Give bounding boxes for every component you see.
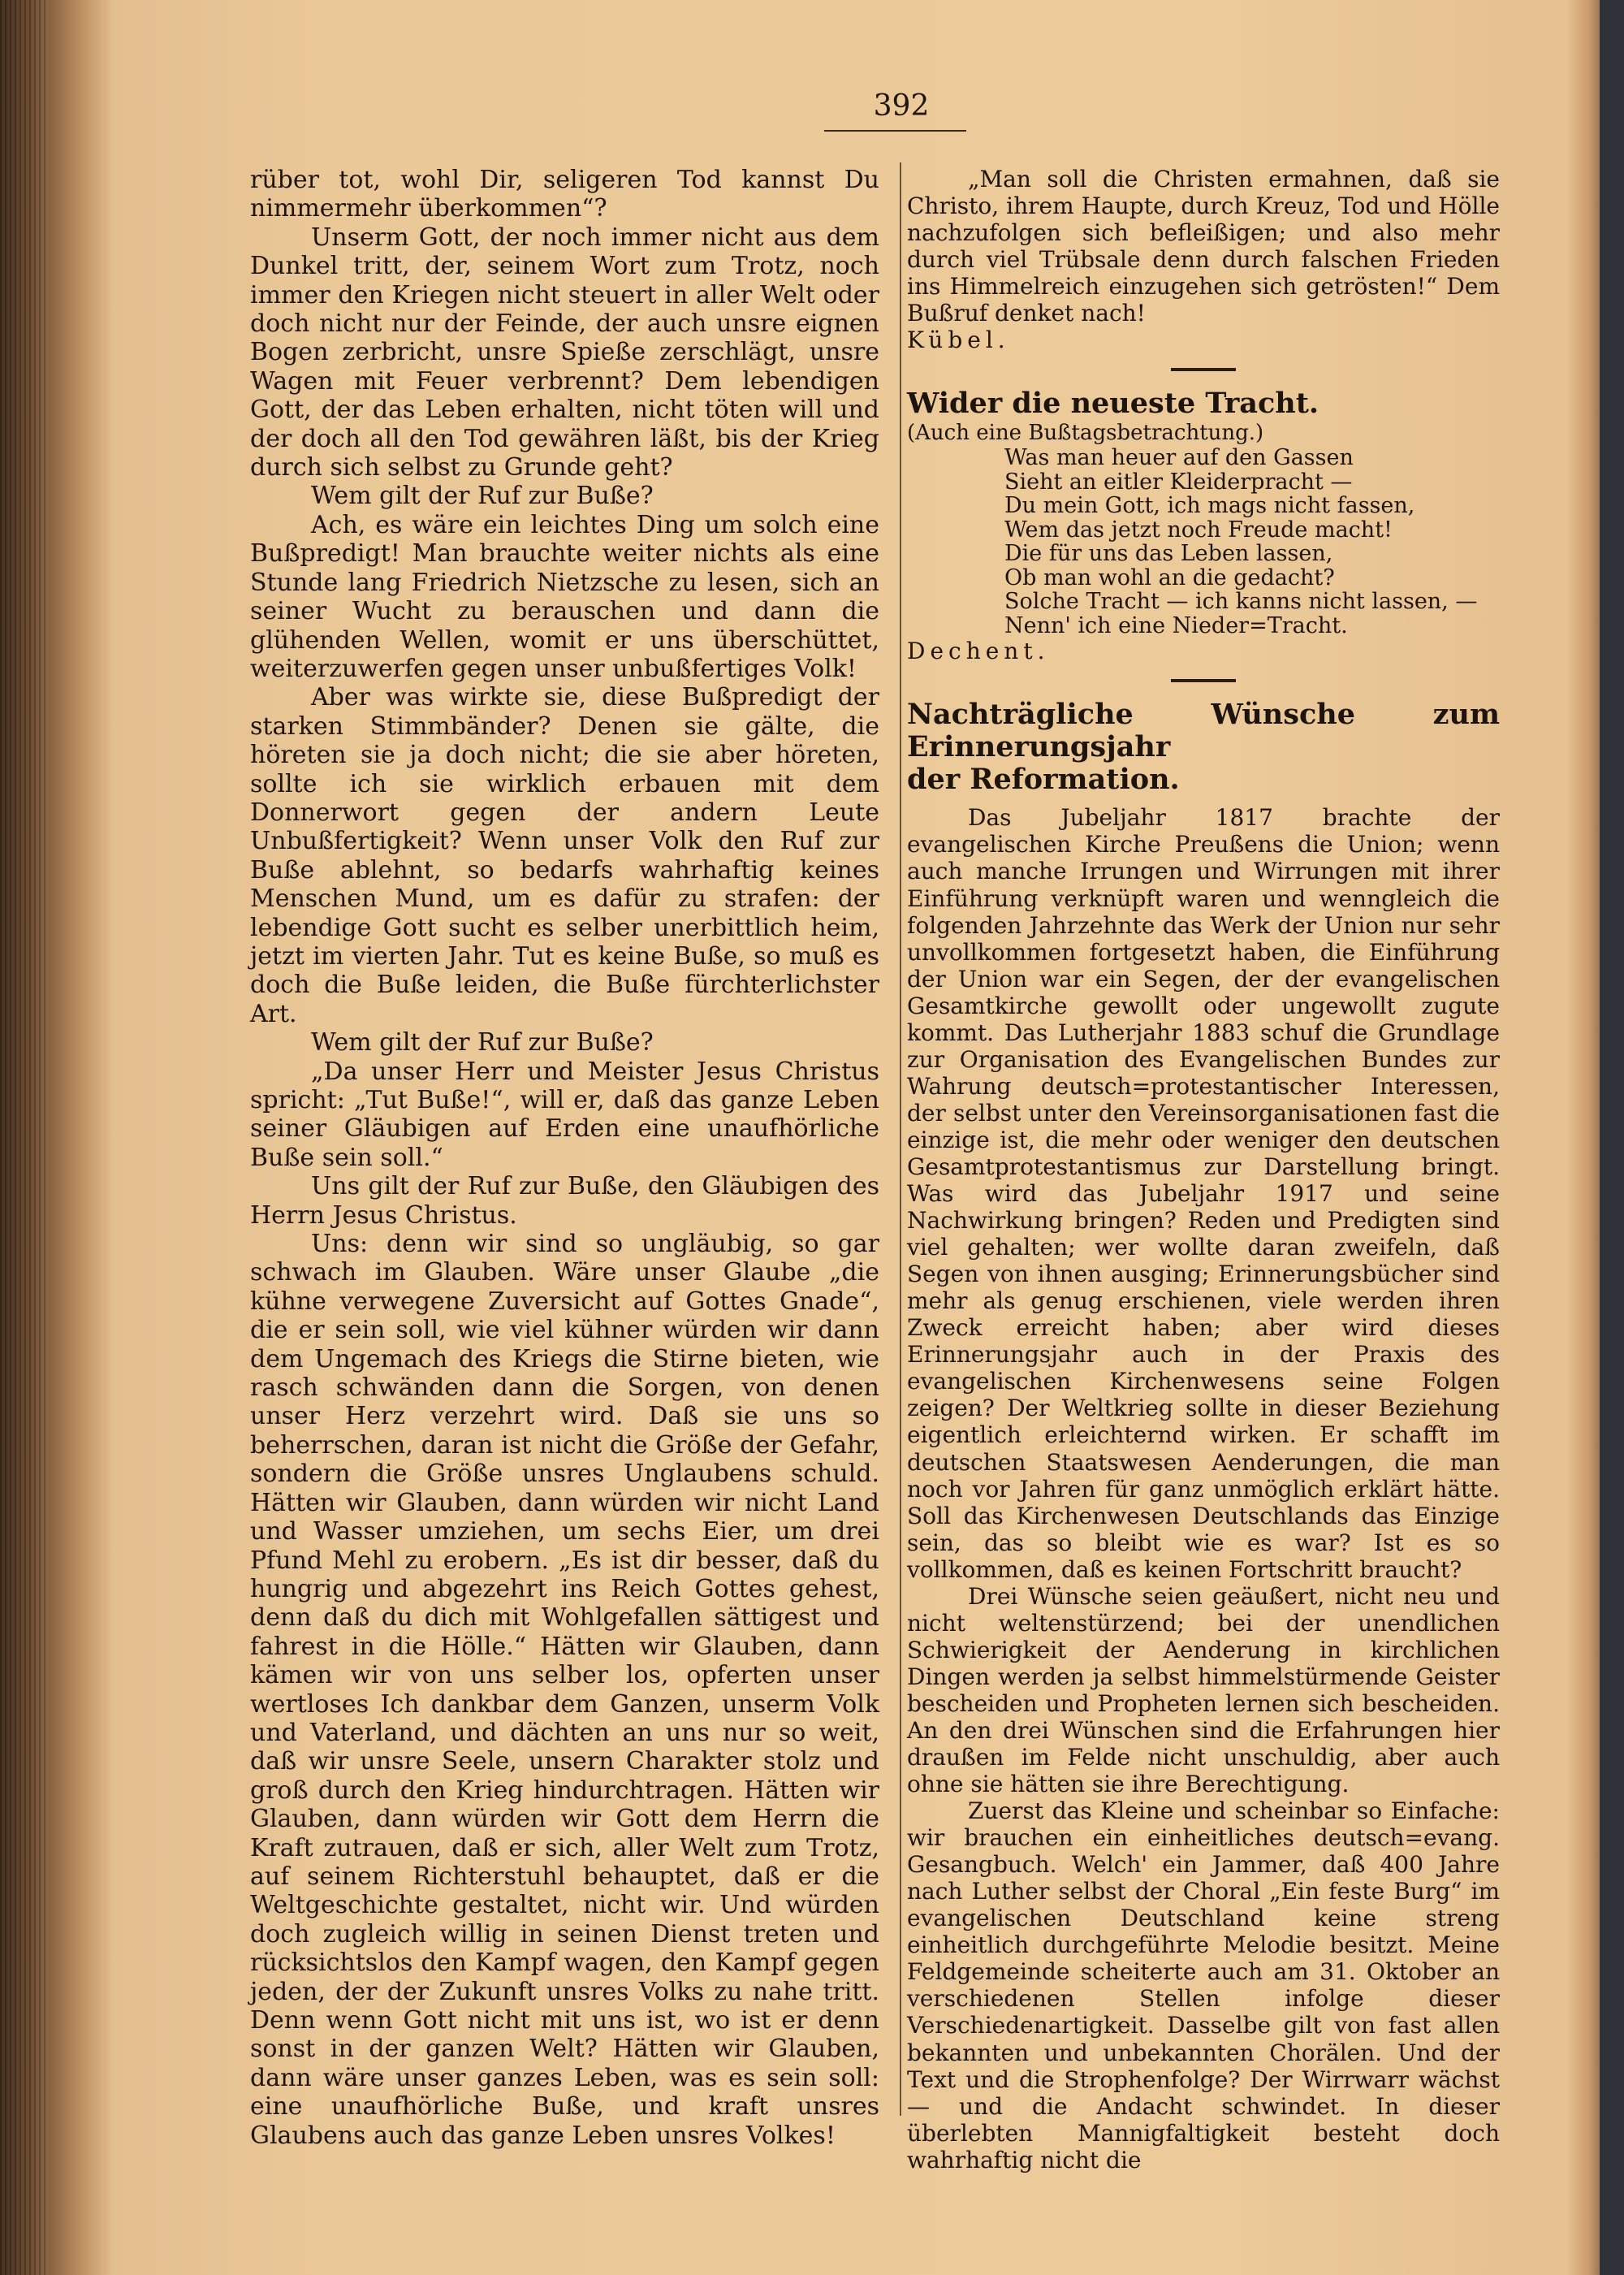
poem-line: Solche Tracht — ich kanns nicht lassen, —	[1004, 589, 1478, 615]
poem	[907, 446, 1500, 638]
poem-line: Ob man wohl an die gedacht?	[1004, 564, 1335, 590]
paragraph: Wem gilt der Ruf zur Buße?	[311, 1028, 654, 1057]
right-column	[907, 166, 1500, 2173]
column-divider	[900, 162, 901, 2116]
poem-subtitle: (Auch eine Bußtagsbetrachtung.)	[907, 421, 1264, 446]
paragraph: Aber was wirkte sie, diese Bußpredigt der starken Stimmbänder? Denen sie gälte, die höreten sie ja doch nicht; die sie aber höreten, sollte ich sie wirklich erbauen mit dem Donnerwort gegen der andern Leute Unbußfertigkeit? Wenn unser Volk den Ruf zur Buße ablehnt, so bedarfs wahrhaftig keines Menschen Mund, um es dafür zu strafen: der lebendige Gott sucht es selber unerbittlich heim, jetzt im vierten Jahr. Tut es keine Buße, so muß es doch die Buße leiden, die Buße fürchterlichster Art.	[250, 683, 879, 1028]
section-separator	[1171, 368, 1236, 371]
luther-quote: „Man soll die Christen ermahnen, daß sie Christo, ihrem Haupte, durch Kreuz, Tod und Hölle nachzufolgen sich befleißigen; und also mehr durch viel Trübsale denn durch falschen Frieden ins Himmelreich einzugehen sich getrösten!“ Dem Bußruf denket nach!	[907, 166, 1500, 327]
paragraph: Unserm Gott, der noch immer nicht aus dem Dunkel tritt, der, seinem Wort zum Trotz, noch immer den Kriegen nicht steuert in aller Welt oder doch nicht nur der Feinde, der auch unsre eignen Bogen zerbricht, unsre Spieße zerschlägt, unsre Wagen mit Feuer verbrennt? Dem lebendigen Gott, der das Leben erhalten, nicht töten will und der doch all den Tod gewähren läßt, bis der Krieg durch sich selbst zu Grunde geht?	[250, 223, 879, 482]
poem-line: Du mein Gott, ich mags nicht fassen,	[1004, 493, 1415, 519]
header-rule	[824, 130, 966, 132]
article-title-continued: der Reformation.	[907, 763, 1180, 797]
paragraph: Das Jubeljahr 1817 brachte der evangelischen Kirche Preußens die Union; wenn auch manche Irrungen und Wirrungen mit ihrer Einführung verknüpft waren und wenngleich die folgenden Jahrzehnte das Werk der Union nur sehr unvollkommen fortgesetzt haben, die Einführung der Union war ein Segen, der der evangelischen Gesamtkirche gewollt oder ungewollt zugute kommt. Das Lutherjahr 1883 schuf die Grundlage zur Organisation des Evangelischen Bundes zur Wahrung deutsch=protestantischer Interessen, der selbst unter den Vereinsorganisationen fast die einzige ist, die mehr oder weniger den deutschen Gesamtprotestantismus zur Darstellung bringt. Was wird das Jubeljahr 1917 und seine Nachwirkung bringen? Reden und Predigten sind viel gehalten; wer wollte daran zweifeln, daß Segen von ihnen ausging; Erinnerungsbücher sind mehr als genug erschienen, viele werden ihren Zweck erreicht haben; aber wird dieses Erinnerungsjahr auch in der Praxis des evangelischen Kirchenwesens seine Folgen zeigen? Der Weltkrieg sollte in dieser Beziehung eigentlich erleichternd wirken. Er schafft im deutschen Staatswesen Aenderungen, die man noch vor Jahren für ganz unmöglich erklärt hätte. Soll das Kirchenwesen Deutschlands das Einzige sein, das so bleibt wie es war? Ist es so vollkommen, daß es keinen Fortschritt braucht?	[907, 804, 1500, 1583]
paragraph: Ach, es wäre ein leichtes Ding um solch eine Bußpredigt! Man brauchte weiter nichts als eine Stunde lang Friedrich Nietzsche zu lesen, sich an seiner Wucht zu berauschen und dann die glühenden Wellen, womit er uns überschüttet, weiterzuwerfen gegen unser unbußfertiges Volk!	[250, 510, 879, 683]
quote-author: Kübel.	[907, 327, 1010, 354]
poem-title: Wider die neueste Tracht.	[907, 387, 1320, 421]
paragraph: „Da unser Herr und Meister Jesus Christus spricht: „Tut Buße!“, will er, daß das ganze Leben seiner Gläubigen auf Erden eine unaufhörliche Buße sein soll.“	[250, 1057, 879, 1172]
poem-line: Die für uns das Leben lassen,	[1004, 541, 1333, 567]
book-spine-edge	[0, 0, 49, 2275]
left-column	[250, 166, 879, 2150]
scanner-border	[1600, 0, 1624, 2275]
poem-line: Wem das jetzt noch Freude macht!	[1004, 517, 1393, 543]
poem-author: Dechent.	[907, 638, 1050, 665]
poem-line: Was man heuer auf den Gassen	[1004, 445, 1354, 471]
paragraph: Drei Wünsche seien geäußert, nicht neu und nicht weltenstürzend; bei der unendlichen Schwierigkeit der Aenderung in kirchlichen Dingen werden ja selbst himmelstürmende Geister bescheiden und Propheten lernen sich bescheiden. An den drei Wünschen sind die Erfahrungen hier draußen im Felde nicht unschuldig, aber auch ohne sie hätten sie ihre Berechtigung.	[907, 1582, 1500, 1798]
paragraph: Uns: denn wir sind so ungläubig, so gar schwach im Glauben. Wäre unser Glaube „die kühne verwegene Zuversicht auf Gottes Gnade“, die er sein soll, wie viel kühner würden wir dann dem Ungemach des Kriegs die Stirne bieten, wie rasch schwänden dann die Sorgen, von denen unser Herz verzehrt wird. Daß sie uns so beherrschen, daran ist nicht die Größe der Gefahr, sondern die Größe unsres Unglaubens schuld. Hätten wir Glauben, dann würden wir nicht Land und Wasser umziehen, um sechs Eier, um drei Pfund Mehl zu erobern. „Es ist dir besser, daß du hungrig und abgezehrt ins Reich Gottes gehest, denn daß du dich mit Wohlgefallen sättigest und fahrest in die Hölle.“ Hätten wir Glauben, dann kämen wir von uns selber los, opferten unser wertloses Ich dankbar dem Ganzen, unserm Volk und Vaterland, und dächten an uns nur so weit, daß wir unsre Seele, unsern Charakter stolz und groß durch den Krieg hindurchtragen. Hätten wir Glauben, dann würden wir Gott dem Herrn die Kraft zutrauen, daß er sich, aller Welt zum Trotz, auf seinem Richterstuhl behauptet, daß er die Weltgeschichte gestaltet, nicht wir. Und würden doch zugleich willig in seinen Dienst treten und rücksichtslos den Kampf wagen, den Kampf gegen jeden, der der Zukunft unsres Volks zu nahe tritt. Denn wenn Gott nicht mit uns ist, wo ist er denn sonst in der ganzen Welt? Hätten wir Glauben, dann wäre unser ganzes Leben, was es sein soll: eine unaufhörliche Buße, und kraft unsres Glaubens auch das ganze Leben unsres Volkes!	[250, 1230, 879, 2150]
article-title: Nachträgliche Wünsche zum Erinnerungsjahr	[907, 698, 1500, 764]
poem-line: Nenn' ich eine Nieder=Tracht.	[1004, 612, 1348, 638]
paragraph: Wem gilt der Ruf zur Buße?	[311, 482, 654, 511]
section-separator	[1171, 679, 1236, 682]
page-number: 392	[873, 89, 930, 123]
paragraph: Zuerst das Kleine und scheinbar so Einfache: wir brauchen ein einheitliches deutsch=evang. Gesangbuch. Welch' ein Jammer, daß 400 Jahre nach Luther selbst der Choral „Ein feste Burg“ im evangelischen Deutschland keine streng einheitlich durchgeführte Melodie besitzt. Meine Feldgemeinde scheiterte auch am 31. Oktober an verschiedenen Stellen infolge dieser Verschiedenartigkeit. Dasselbe gilt von fast allen bekannten und unbekannten Chorälen. Und der Text und die Strophenfolge? Der Wirrwarr wächst — und die Andacht schwindet. In dieser überlebten Mannigfaltigkeit besteht doch wahrhaftig nicht die	[907, 1797, 1500, 2173]
paragraph: rüber tot, wohl Dir, seligeren Tod kannst Du nimmermehr überkommen“?	[250, 166, 879, 223]
poem-line: Sieht an eitler Kleiderpracht —	[1004, 469, 1353, 495]
paragraph: Uns gilt der Ruf zur Buße, den Gläubigen des Herrn Jesus Christus.	[250, 1172, 879, 1230]
